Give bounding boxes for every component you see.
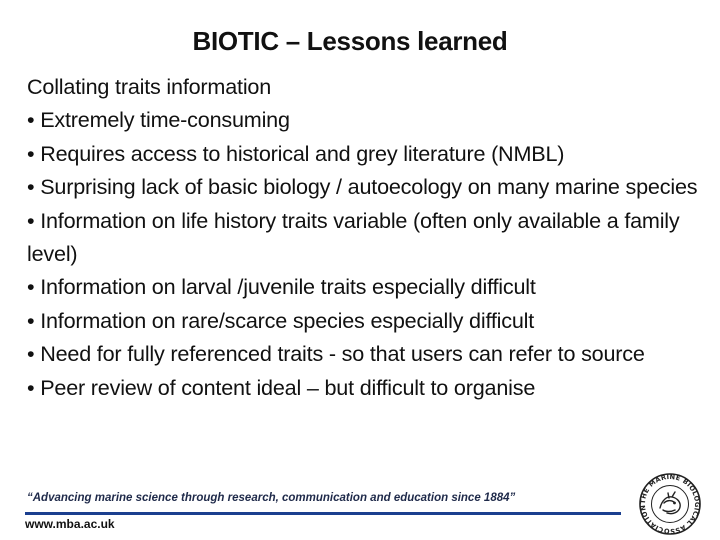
bullet-text: Information on rare/scarce species especially difficult	[40, 307, 535, 333]
bullet-mark: •	[27, 274, 35, 300]
bullet-text: Information on larval /juvenile traits especially difficult	[40, 274, 536, 300]
bullet-mark: •	[27, 140, 35, 166]
bullet-text: Information on life history traits variable (often only available a family level)	[27, 207, 680, 267]
list-item	[27, 170, 707, 203]
logo-text: THE MARINE BIOLOGICAL ASSOCIATION	[638, 472, 702, 536]
content-heading: Collating traits information	[27, 74, 272, 99]
slide-title: BIOTIC – Lessons learned	[192, 26, 508, 56]
bullet-text: Requires access to historical and grey literature (NMBL)	[40, 140, 565, 166]
bullet-mark: •	[27, 174, 35, 200]
footer-url: www.mba.ac.uk	[25, 517, 115, 531]
list-item	[27, 371, 707, 404]
bullet-text: Extremely time-consuming	[40, 107, 290, 133]
bullet-mark: •	[27, 107, 35, 133]
bullet-text: Surprising lack of basic biology / autoecology on many marine species	[40, 174, 698, 200]
bullet-list	[27, 103, 707, 404]
list-item	[27, 337, 707, 370]
list-item	[27, 137, 707, 170]
footer-tagline: “Advancing marine science through research, communication and education since 1884”	[27, 492, 516, 504]
bullet-mark: •	[27, 341, 35, 367]
bullet-mark: •	[27, 307, 35, 333]
bullet-text: Peer review of content ideal – but difficult to organise	[40, 374, 536, 400]
footer-rule	[25, 512, 621, 515]
bullet-mark: •	[27, 374, 35, 400]
list-item	[27, 270, 707, 303]
mba-seal-logo	[636, 470, 704, 536]
bullet-mark: •	[27, 207, 35, 233]
list-item	[27, 204, 707, 271]
list-item	[27, 304, 707, 337]
list-item	[27, 103, 707, 136]
slide-content	[27, 70, 707, 404]
bullet-text: Need for fully referenced traits - so that users can refer to source	[40, 341, 645, 367]
